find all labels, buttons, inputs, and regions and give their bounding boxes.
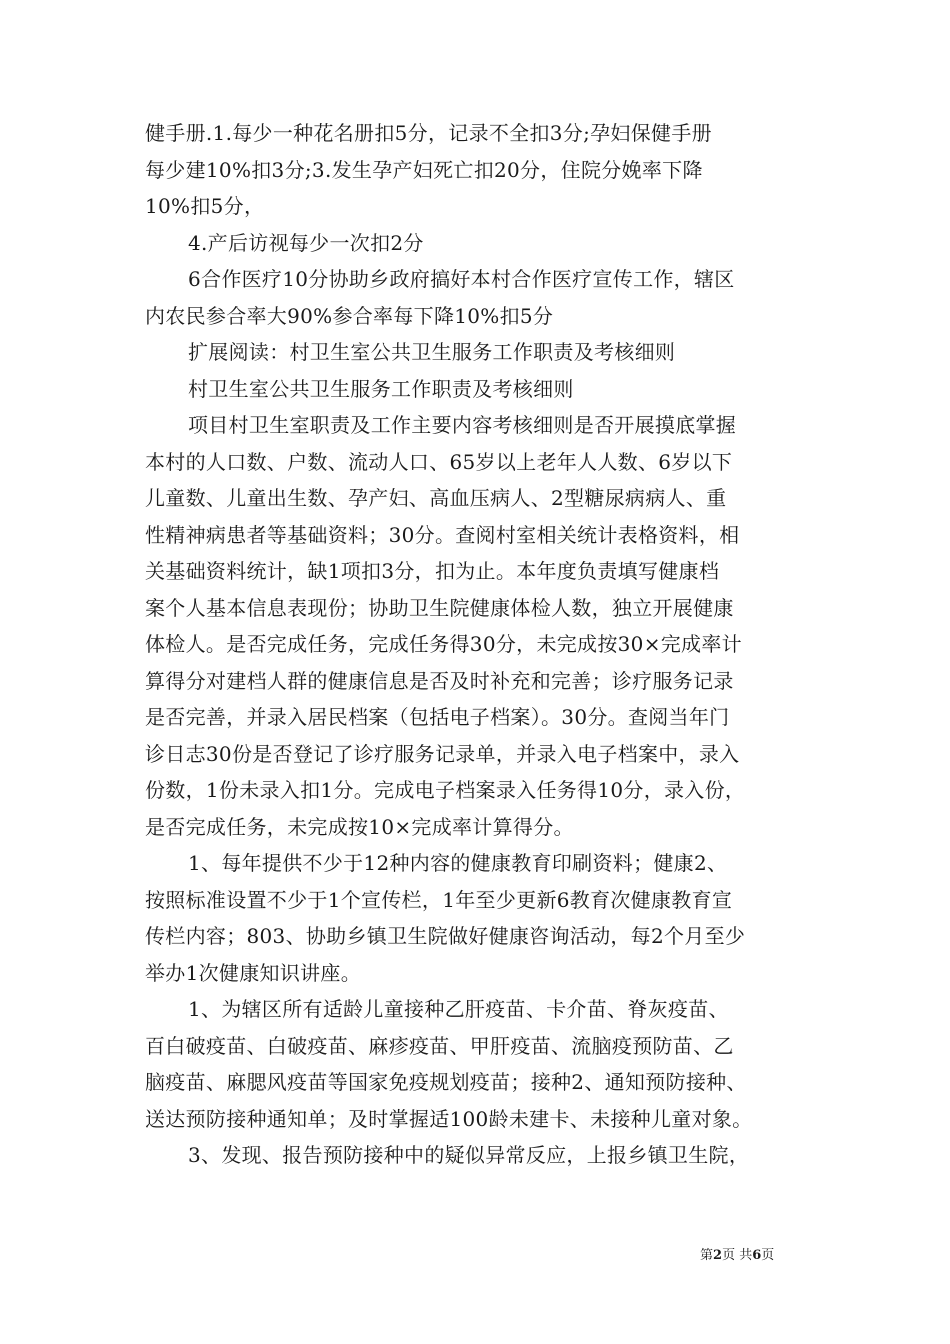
text-line: 算得分对建档人群的健康信息是否及时补充和完善；诊疗服务记录 [145,668,734,693]
text-line: 体检人。是否完成任务，完成任务得30分，未完成按30×完成率计 [145,632,742,656]
text-line: 1、为辖区所有适龄儿童接种乙肝疫苗、卡介苗、脊灰疫苗、 [188,997,729,1021]
text-line: 按照标准设置不少于1个宣传栏，1年至少更新6教育次健康教育宣 [145,887,733,912]
text-line: 份数，1份未录入扣1分。完成电子档案录入任务得10分，录入份， [145,778,746,802]
document-body [145,115,825,1174]
text-line: 健手册.1.每少一种花名册扣5分，记录不全扣3分;孕妇保健手册 [145,121,712,145]
text-line: 3、发现、报告预防接种中的疑似异常反应，上报乡镇卫生院， [188,1143,750,1167]
text-line: 送达预防接种通知单；及时掌握适100龄未建卡、未接种儿童对象。 [145,1106,753,1131]
text-line: 6合作医疗10分协助乡政府搞好本村合作医疗宣传工作，辖区 [188,267,735,291]
text-line: 性精神病患者等基础资料；30分。查阅村室相关统计表格资料，相 [145,522,740,547]
text-line: 脑疫苗、麻腮风疫苗等国家免疫规划疫苗；接种2、通知预防接种、 [145,1070,747,1094]
text-line: 举办1次健康知识讲座。 [145,960,362,985]
text-line: 是否完善，并录入居民档案（包括电子档案）。30分。查阅当年门 [145,705,730,729]
text-line: 百白破疫苗、白破疫苗、麻疹疫苗、甲肝疫苗、流脑疫预防苗、乙 [145,1033,734,1058]
text-line: 儿童数、儿童出生数、孕产妇、高血压病人、2型糖尿病病人、重 [145,486,727,510]
text-line: 案个人基本信息表现份；协助卫生院健康体检人数，独立开展健康 [145,595,734,620]
text-line: 项目村卫生室职责及工作主要内容考核细则是否开展摸底掌握 [188,413,737,437]
text-line: 诊日志30份是否登记了诊疗服务记录单，并录入电子档案中，录入 [145,741,740,766]
text-line: 传栏内容；803、协助乡镇卫生院做好健康咨询活动，每2个月至少 [145,924,746,948]
text-line: 关基础资料统计，缺1项扣3分，扣为止。本年度负责填写健康档 [145,559,720,583]
text-line: 1、每年提供不少于12种内容的健康教育印刷资料；健康2、 [188,851,728,875]
footer-middle: 页 共 [722,1248,753,1263]
text-line: 每少建10%扣3分;3.发生孕产妇死亡扣20分，住院分娩率下降 [145,157,703,182]
current-page-number: 2 [713,1248,723,1263]
footer-prefix: 第 [700,1248,714,1263]
text-line: 扩展阅读：村卫生室公共卫生服务工作职责及考核细则 [188,340,676,364]
text-line: 内农民参合率大90%参合率每下降10%扣5分 [145,303,554,328]
page-footer [700,1247,820,1265]
text-line: 4.产后访视每少一次扣2分 [188,230,424,255]
text-line: 本村的人口数、户数、流动人口、65岁以上老年人人数、6岁以下 [145,449,733,474]
footer-suffix: 页 [761,1248,775,1263]
text-line: 是否完成任务，未完成按10×完成率计算得分。 [145,814,574,839]
text-line: 10%扣5分， [145,194,265,218]
total-page-number: 6 [752,1248,762,1263]
text-line: 村卫生室公共卫生服务工作职责及考核细则 [188,376,574,401]
